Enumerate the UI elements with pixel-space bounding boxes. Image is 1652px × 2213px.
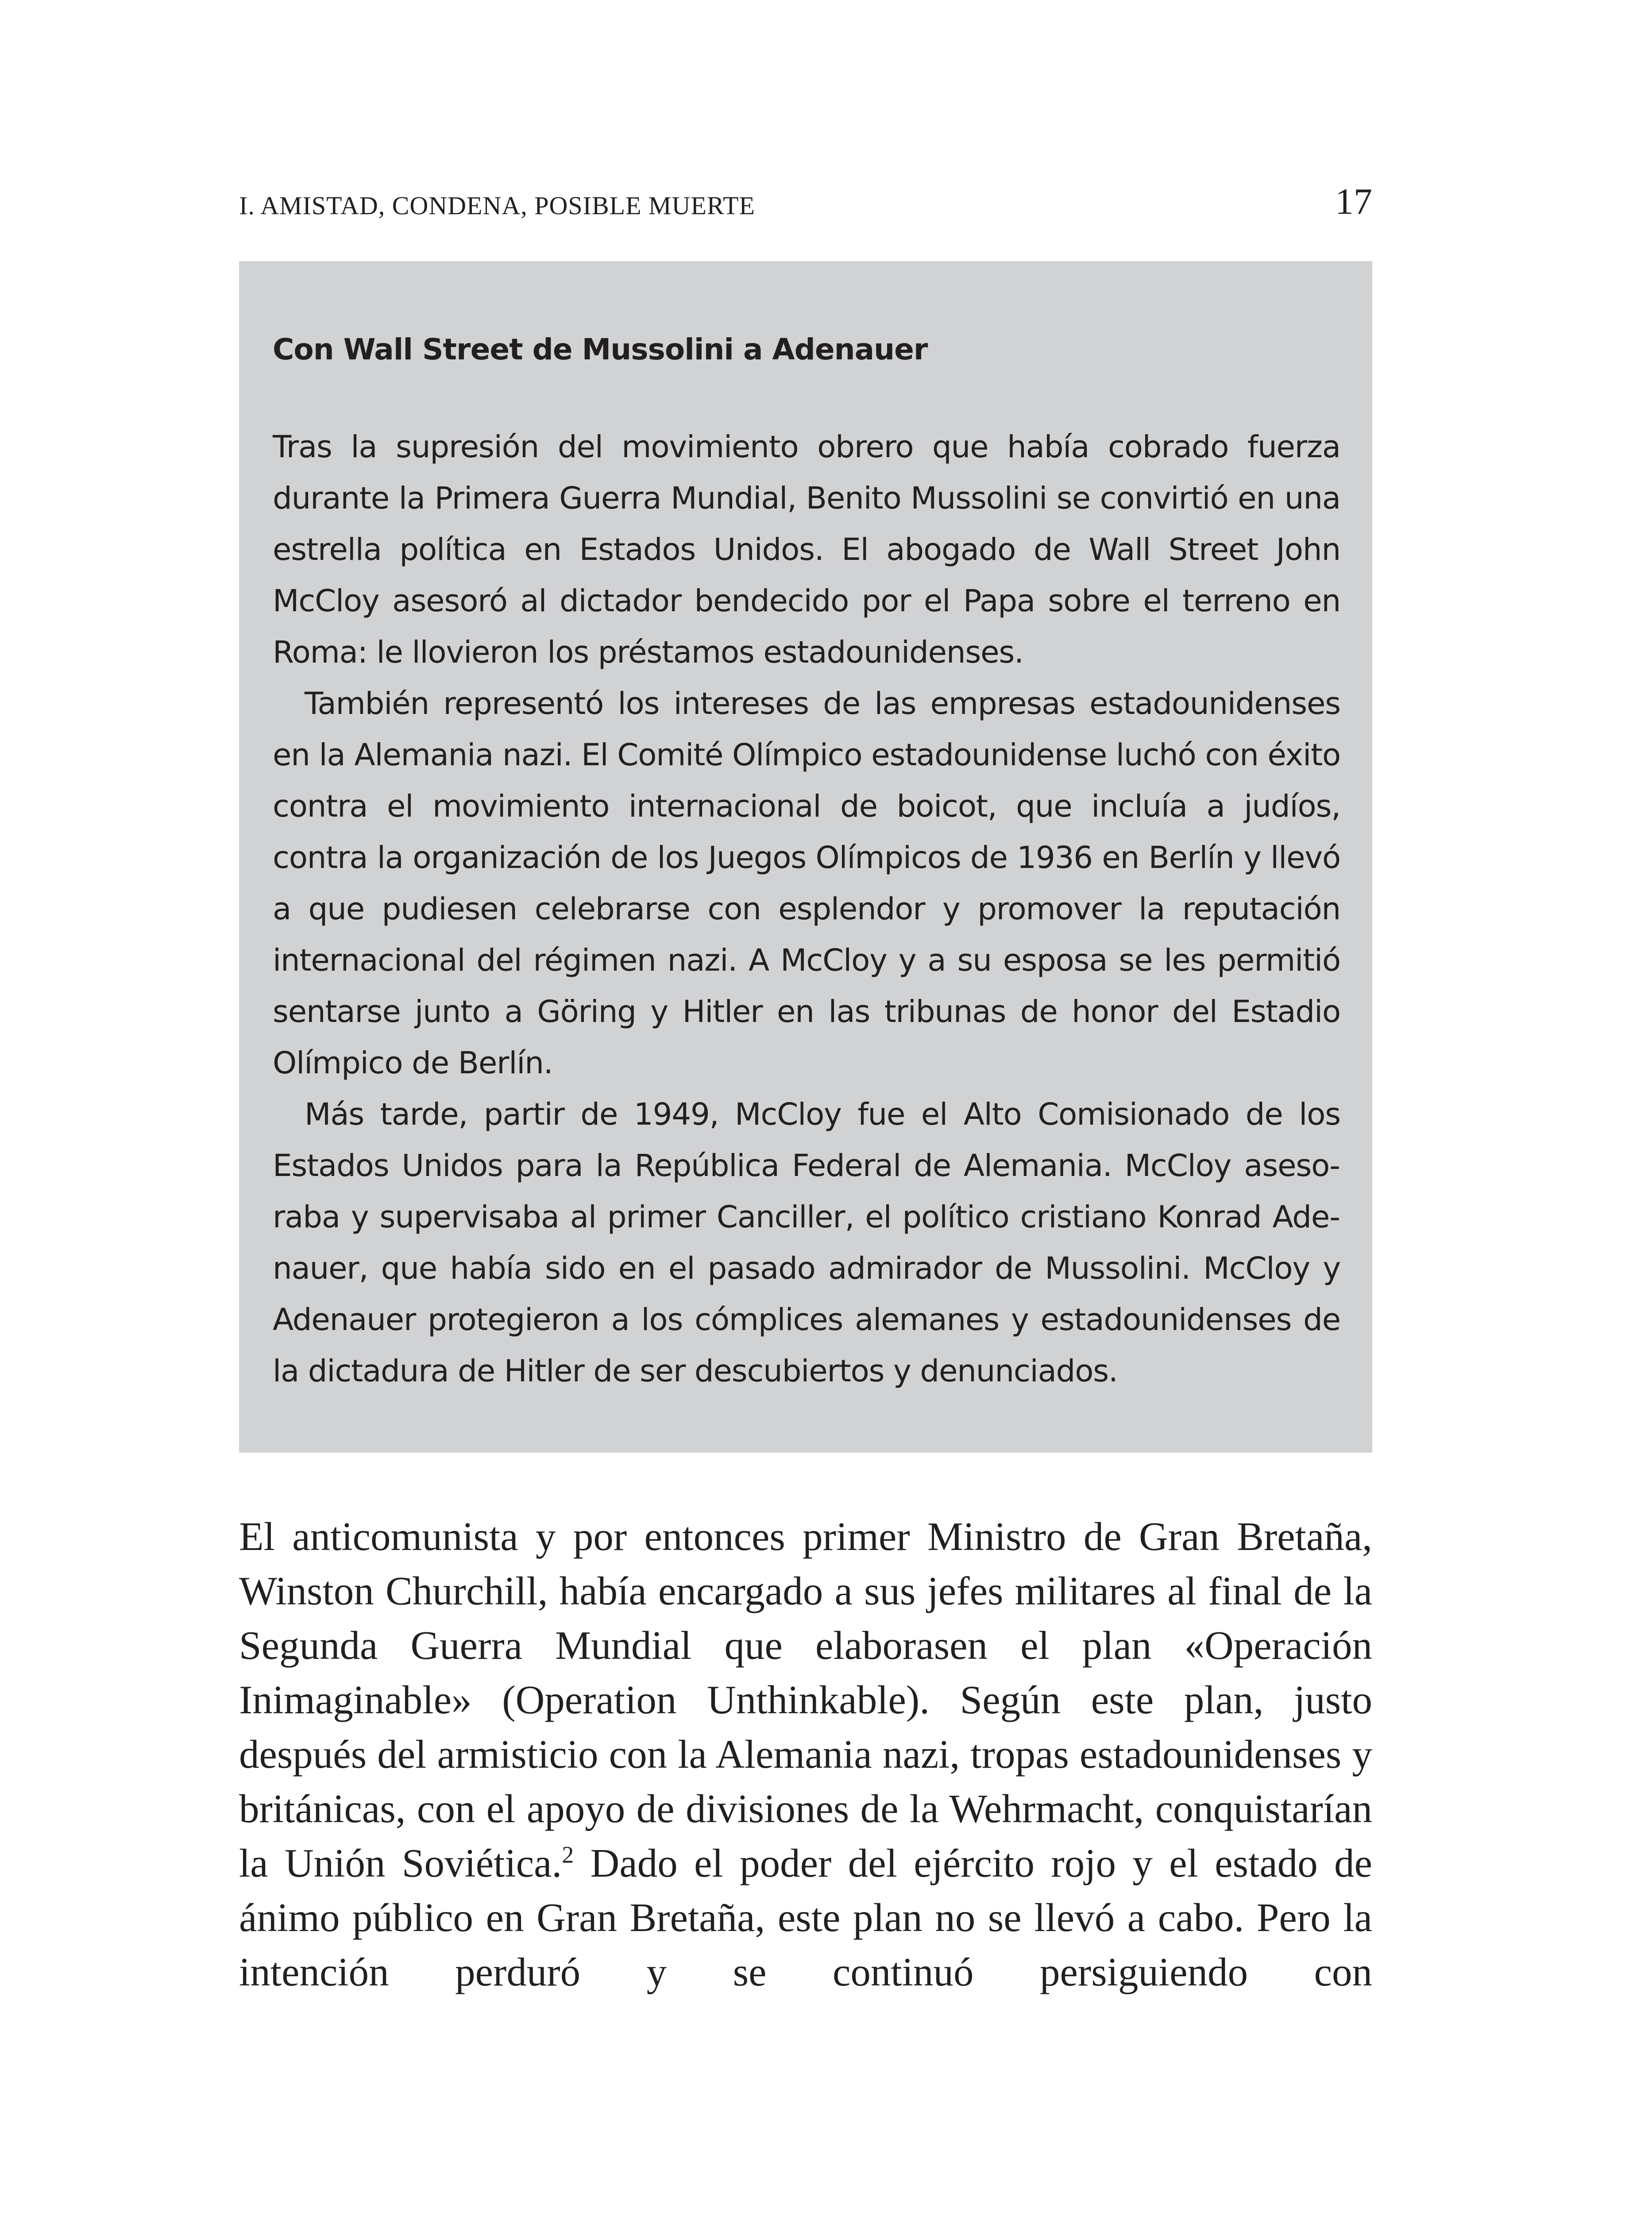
body-text-part-2: Dado el poder del ejército rojo y el estado de ánimo público en Gran Bretaña, este plan no se llevó a cabo. Pero la intención perduró y se continuó persiguiendo con xyxy=(239,1841,1372,1994)
sidebar-paragraph-3: Más tarde, partir de 1949, McCloy fue el Alto Comisionado de los Estados Unidos para la República Federal de Alemania. McCloy asesoraba y supervisaba al primer Canciller, el político cristiano Konrad Adenauer, que había sido en el pasado admirador de Mussolini. McCloy y Adenauer protegieron a los cómplices alemanes y estadounidenses de la dictadura de Hitler de ser descubiertos y denunciados. xyxy=(273,1097,1340,1389)
sidebar-box xyxy=(239,261,1372,1453)
sidebar-paragraph-2: También representó los intereses de las empresas estadounidenses en la Alemania nazi. El Comité Olímpico estadounidense luchó con éxito contra el movimiento internacional de boicot, que incluía a judíos, contra la organización de los Juegos Olímpicos de 1936 en Berlín y llevó a que pudiesen celebrarse con esplendor y promover la reputación internacional del régimen nazi. A McCloy y a su esposa se les permitió sentarse junto a Göring y Hitler en las tribunas de honor del Estadio Olímpico de Berlín. xyxy=(273,686,1340,1081)
footnote-reference[interactable]: 2 xyxy=(562,1841,574,1868)
sidebar-paragraph-1: Tras la supresión del movimiento obrero que había cobrado fuerza durante la Primera Guerra Mundial, Benito Mussolini se convirtió en una estrella política en Estados Unidos. El abogado de Wall Street John McCloy asesoró al dictador bendecido por el Papa sobre el terreno en Roma: le llovieron los préstamos estadounidenses. xyxy=(273,429,1340,670)
running-title: I. AMISTAD, CONDENA, POSIBLE MUERTE xyxy=(239,191,755,220)
body-text-part-1: El anticomunista y por entonces primer Ministro de Gran Bretaña, Winston Churchill, había encargado a sus jefes militares al final de la Segunda Guerra Mundial que elaborasen el plan «Operación Inimaginable» (Operation Unthinkable). Según este plan, justo después del armisticio con la Alemania nazi, tropas estadounidenses y británicas, con el apoyo de divisiones de la Wehrmacht, conquistarían la Unión Soviética. xyxy=(239,1514,1372,1885)
page-number: 17 xyxy=(1335,181,1372,222)
sidebar-heading: Con Wall Street de Mussolini a Adenauer xyxy=(273,332,928,366)
running-header xyxy=(239,178,1372,227)
body-paragraph xyxy=(239,1509,1372,1999)
